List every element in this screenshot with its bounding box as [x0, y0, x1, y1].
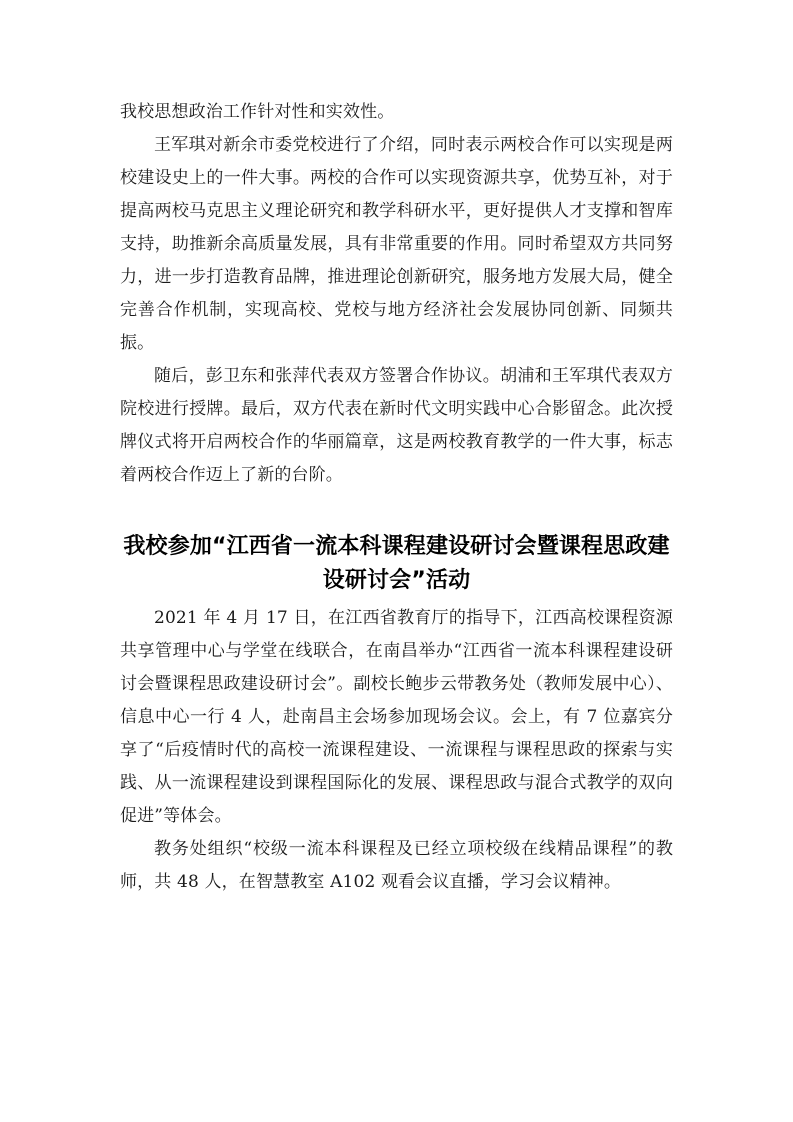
body-paragraph: 随后，彭卫东和张萍代表双方签署合作协议。胡浦和王军琪代表双方院校进行授牌。最后，双方代表在新时代文明实践中心合影留念。此次授牌仪式将开启两校合作的华丽篇章，这是两校教育教学的一件大事，标志着两校合作迈上了新的台阶。	[120, 366, 673, 485]
document-page	[120, 96, 673, 899]
body-paragraph: 教务处组织“校级一流本科课程及已经立项校级在线精品课程”的教师，共 48 人，在智慧教室 A102 观看会议直播，学习会议精神。	[120, 839, 673, 892]
article-title: 我校参加“江西省一流本科课程建设研讨会暨课程思政建设研讨会”活动	[123, 534, 670, 593]
body-paragraph: 2021 年 4 月 17 日，在江西省教育厅的指导下，江西高校课程资源共享管理中心与学堂在线联合，在南昌举办“江西省一流本科课程建设研讨会暨课程思政建设研讨会”。副校长鲍步云带教务处（教师发展中心）、信息中心一行 4 人，赴南昌主会场参加现场会议。会上，有 7 位嘉宾分享了“后疫情时代的高校一流课程建设、一流课程与课程思政的探索与实践、从一流课程建设到课程国际化的发展、课程思政与混合式教学的双向促进”等体会。	[120, 608, 673, 826]
body-paragraph: 王军琪对新余市委党校进行了介绍，同时表示两校合作可以实现是两校建设史上的一件大事。两校的合作可以实现资源共享，优势互补，对于提高两校马克思主义理论研究和教学科研水平，更好提供人才支撑和智库支持，助推新余高质量发展，具有非常重要的作用。同时希望双方共同努力，进一步打造教育品牌，推进理论创新研究，服务地方发展大局，健全完善合作机制，实现高校、党校与地方经济社会发展协同创新、同频共振。	[120, 135, 673, 353]
body-paragraph-continued: 我校思想政治工作针对性和实效性。	[120, 102, 395, 122]
